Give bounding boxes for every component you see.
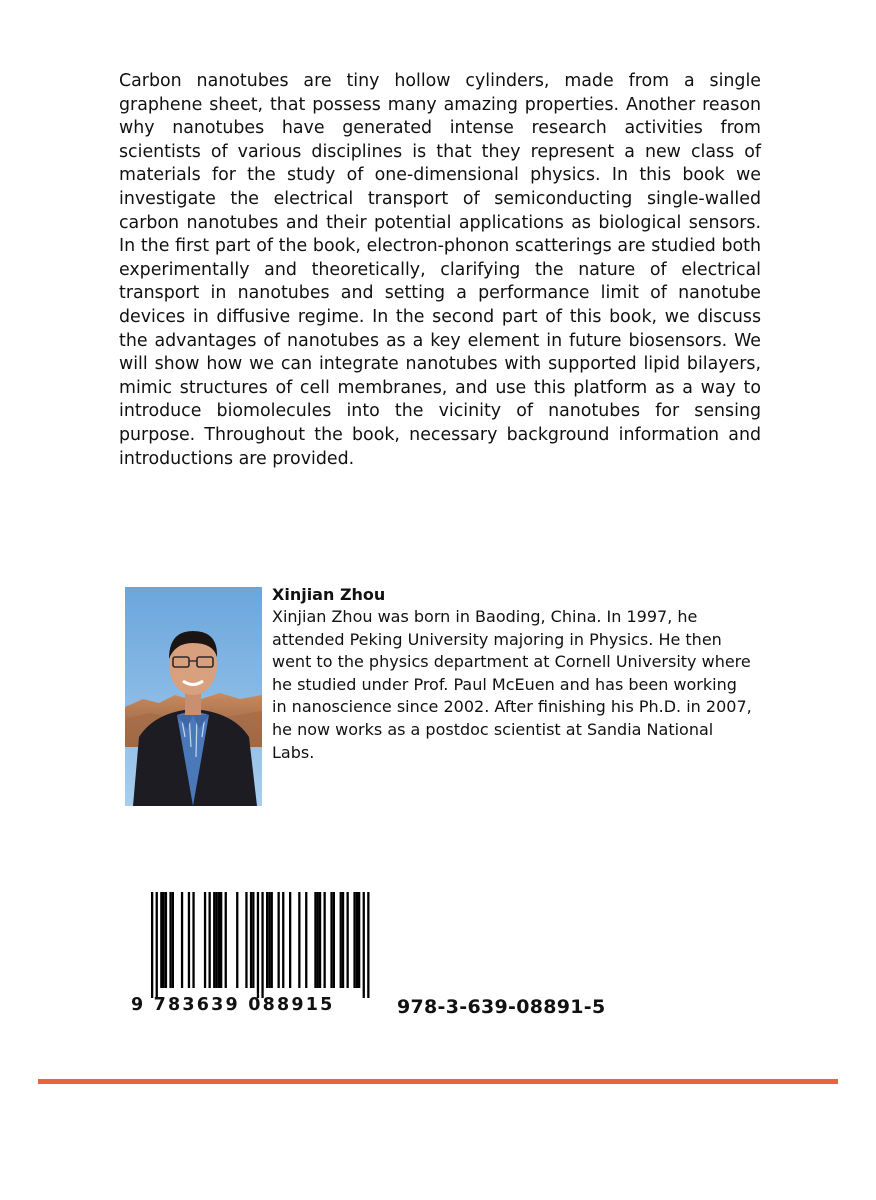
barcode-bar — [317, 892, 319, 988]
barcode-bar — [192, 892, 194, 988]
barcode-bar — [367, 892, 369, 998]
barcode-bar — [163, 892, 165, 988]
barcode-bar — [156, 892, 158, 998]
footer-accent-rule — [38, 1079, 838, 1084]
barcode-bar — [250, 892, 252, 988]
author-portrait-image — [125, 587, 262, 806]
barcode-bar — [261, 892, 263, 998]
barcode-bar — [151, 892, 153, 998]
barcode-bar — [252, 892, 254, 988]
barcode-bar — [363, 892, 365, 998]
barcode-bar — [342, 892, 344, 988]
barcode-bar — [278, 892, 280, 988]
author-name: Xinjian Zhou — [272, 585, 386, 604]
barcode-bar — [333, 892, 335, 988]
barcode-bar — [268, 892, 270, 988]
barcode-bar — [282, 892, 284, 988]
barcode-bar — [218, 892, 220, 988]
book-summary: Carbon nanotubes are tiny hollow cylinders, made from a single graphene sheet, that possess many amazing properties. Another reason why nanotubes have generated intense research activities from scientists of various disciplines is that they represent a new class of materials for the study of one-dimensional physics. In this book we investigate the electrical transport of semiconducting single-walled carbon nanotubes and their potential applications as biological sensors. In the first part of the book, electron-phonon scatterings are studied both experimentally and theoretically, clarifying the nature of electrical transport in nanotubes and setting a performance limit of nanotube devices in diffusive regime. In the second part of this book, we discuss the advantages of nanotubes as a key element in future biosensors. We will show how we can integrate nanotubes with supported lipid bilayers, mimic structures of cell membranes, and use this platform as a way to introduce biomolecules into the vicinity of nanotubes for sensing purpose. Throughout the book, necessary background information and introductions are provided. — [119, 71, 761, 469]
barcode-bar — [319, 892, 321, 988]
barcode-bar — [204, 892, 206, 988]
barcode-bar — [169, 892, 171, 988]
barcode-bar — [358, 892, 360, 988]
barcode-bar — [266, 892, 268, 988]
author-photo — [125, 587, 262, 806]
barcode-bar — [324, 892, 326, 988]
barcode-bar — [305, 892, 307, 988]
isbn-number: 978-3-639-08891-5 — [397, 996, 606, 1018]
barcode-bar — [347, 892, 349, 988]
barcode-bar — [172, 892, 174, 988]
author-bio: Xinjian Zhou was born in Baoding, China. In 1997, he attended Peking University majoring in Physics. He then went to the physics department at Cornell University where he studied under Prof. Paul McEuen and has been working in nanoscience since 2002. After finishing his Ph.D. in 2007, he now works as a postdoc scientist at Sandia National Labs. — [272, 607, 752, 762]
barcode-bar — [271, 892, 273, 988]
barcode-bar — [353, 892, 355, 988]
barcode-bar — [314, 892, 316, 988]
barcode-bar — [213, 892, 215, 988]
barcode-bar — [165, 892, 167, 988]
barcode-bar — [215, 892, 217, 988]
barcode-bar — [257, 892, 259, 998]
barcode-digits: 9 783639 088915 — [131, 995, 335, 1015]
barcode-bar — [209, 892, 211, 988]
barcode-bar — [356, 892, 358, 988]
barcode-bar — [298, 892, 300, 988]
barcode — [125, 886, 387, 1020]
barcode-bar — [225, 892, 227, 988]
barcode-bars — [125, 886, 387, 998]
barcode-bar — [236, 892, 238, 988]
barcode-bar — [289, 892, 291, 988]
barcode-bar — [330, 892, 332, 988]
barcode-bar — [220, 892, 222, 988]
barcode-bar — [188, 892, 190, 988]
barcode-bar — [340, 892, 342, 988]
barcode-bar — [245, 892, 247, 988]
barcode-bar — [181, 892, 183, 988]
barcode-bar — [160, 892, 162, 988]
